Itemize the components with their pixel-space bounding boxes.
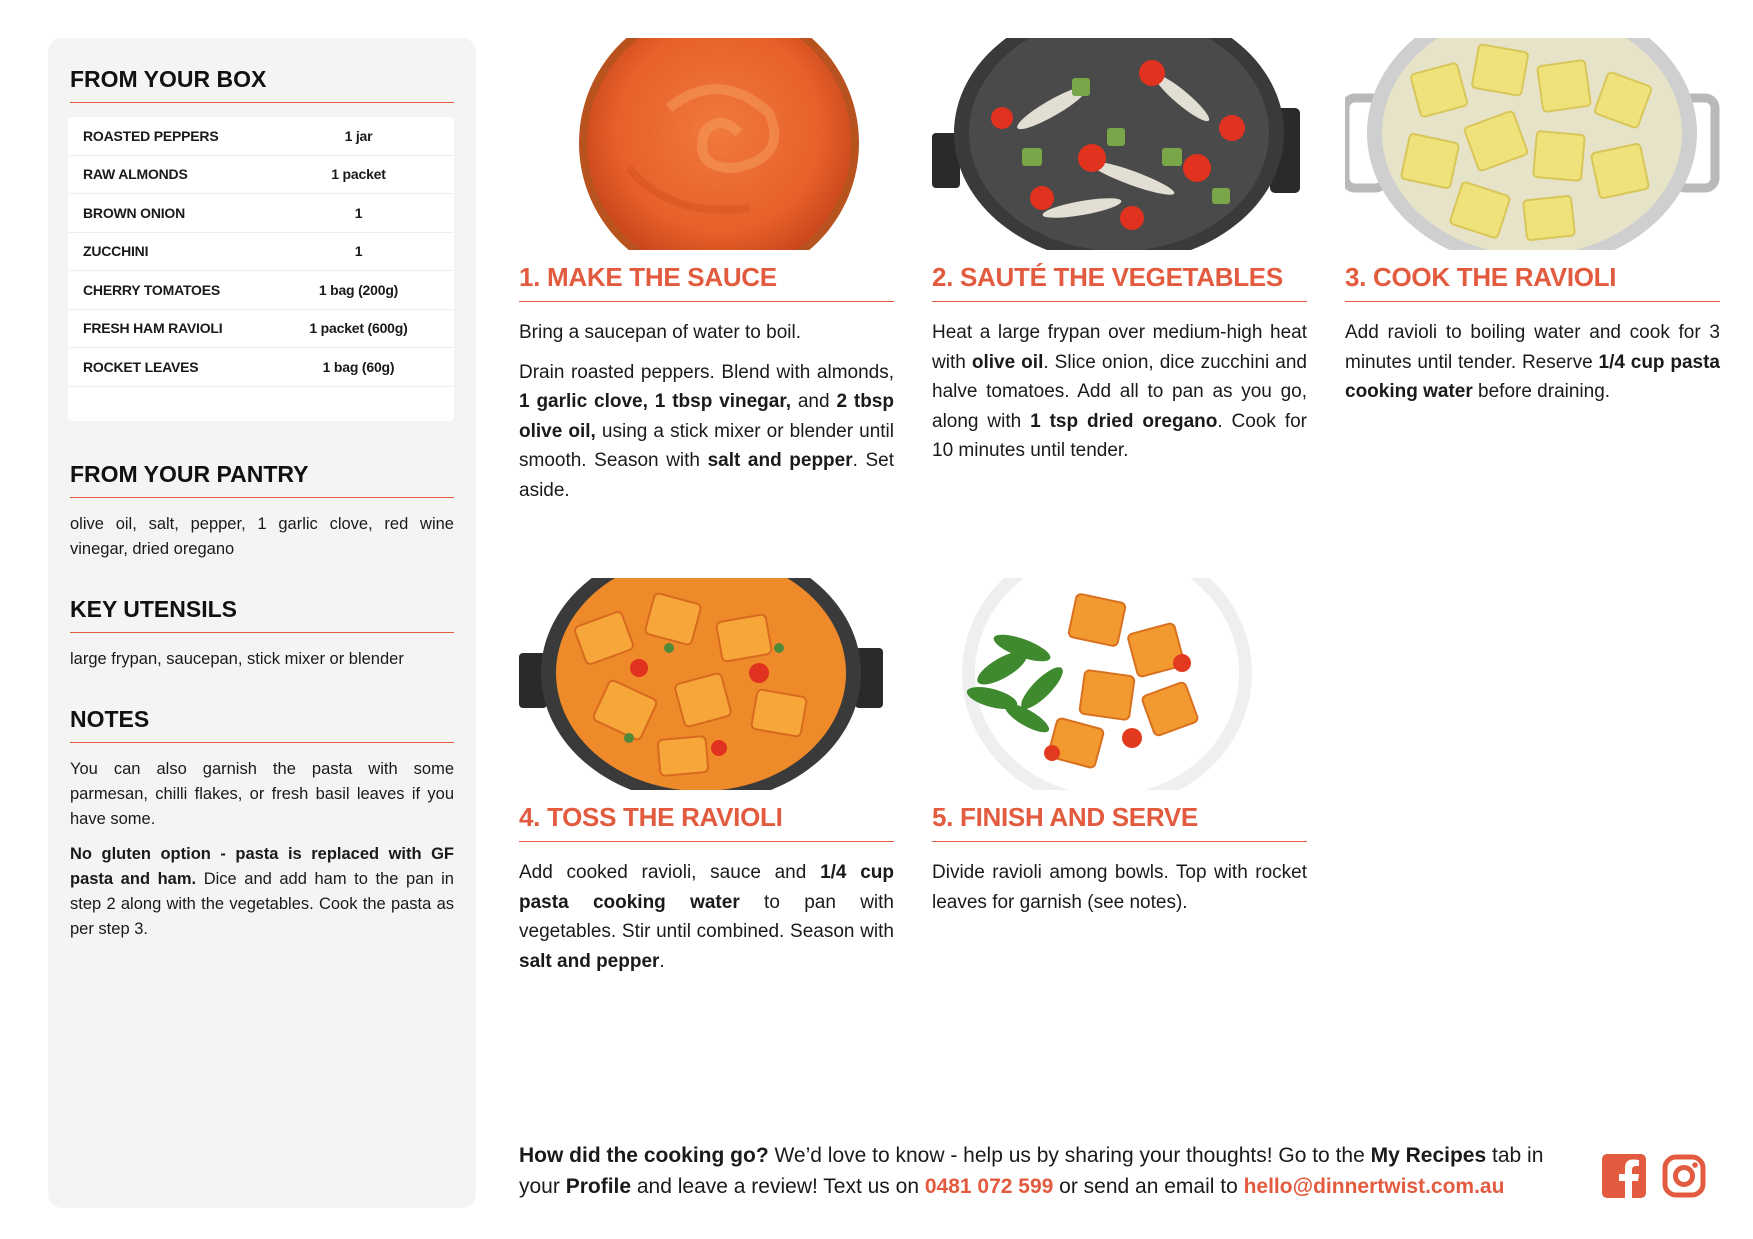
step-2-text [932, 318, 1307, 466]
notes-paragraph: You can also garnish the pasta with some parmesan, chilli flakes, or fresh basil leaves if you have some. [70, 759, 454, 828]
text-run: Add cooked ravioli, sauce and [519, 862, 821, 883]
utensils-text: large frypan, saucepan, stick mixer or blender [70, 649, 404, 668]
no-gluten-bold: No gluten option - pasta is replaced with GF pasta and ham. [70, 844, 454, 888]
step-1-line1: Bring a saucepan of water to boil. [519, 322, 802, 343]
ingredient-name: BROWN ONION [83, 204, 186, 221]
bold-run: salt and pepper [519, 950, 660, 972]
sauteed-vegetables-image [932, 38, 1307, 250]
profile-label: Profile [565, 1175, 632, 1198]
step-2 [932, 38, 1307, 466]
plated-ravioli-image [932, 578, 1307, 790]
bold-run: 1/4 cup pasta cooking water [1345, 351, 1720, 402]
notes-section [70, 706, 454, 942]
text-run: Heat a large frypan over medium-high heat with [932, 322, 1307, 373]
bold-run: 1 garlic clove, 1 tbsp vinegar, [519, 391, 791, 412]
step-5-title: 5. FINISH AND SERVE [932, 802, 1307, 842]
pantry-section [70, 461, 454, 562]
step-3 [1345, 38, 1720, 407]
sidebar-panel [48, 38, 476, 1208]
ingredient-qty: 1 bag (60g) [322, 358, 395, 375]
bold-run: 1 tsp dried oregano [1030, 410, 1218, 432]
from-your-pantry-heading: FROM YOUR PANTRY [70, 461, 454, 498]
ingredient-qty: 1 jar [344, 127, 373, 144]
roasted-pepper-sauce-image [519, 38, 894, 250]
bold-run: olive oil [971, 351, 1044, 373]
no-gluten-paragraph [70, 842, 454, 942]
text-run: before draining. [1472, 381, 1611, 402]
bold-run: 2 tbsp olive oil, [519, 391, 894, 442]
text-run: . Set aside. [519, 450, 895, 501]
text-run: using a stick mixer or blender until smooth. Season with [519, 420, 894, 471]
text-run: Drain roasted peppers. Blend with almonds, [519, 361, 894, 383]
ingredient-qty: 1 [354, 204, 363, 221]
email-link[interactable]: hello@dinnertwist.com.au [1243, 1175, 1505, 1198]
tossed-ravioli-image [519, 578, 894, 790]
text-run: and leave a review! Text us on [631, 1175, 925, 1198]
boiling-ravioli-image [1345, 38, 1720, 250]
footer-question: How did the cooking go? [519, 1144, 769, 1167]
utensils-section [70, 596, 454, 672]
feedback-footer [519, 1140, 1579, 1202]
text-run: and [790, 391, 837, 412]
text-run: or send an email to [1053, 1175, 1244, 1198]
ingredient-name: ROCKET LEAVES [83, 358, 199, 375]
ingredient-qty: 1 [354, 243, 363, 260]
table-row [68, 156, 454, 195]
step-1 [519, 38, 894, 505]
from-your-box-heading: FROM YOUR BOX [70, 66, 454, 103]
table-row [68, 194, 454, 233]
step-5 [932, 578, 1307, 917]
step-4-text [519, 858, 894, 976]
text-run: Add ravioli to boiling water and cook for 3 minutes until tender. Reserve [1345, 322, 1720, 373]
bold-run: salt and pepper [707, 450, 853, 471]
table-row [68, 348, 454, 387]
ingredient-table [68, 117, 454, 421]
ingredient-qty: 1 packet (600g) [309, 320, 408, 337]
ingredient-name: ROASTED PEPPERS [83, 127, 219, 144]
step-4-title: 4. TOSS THE RAVIOLI [519, 802, 894, 842]
step-3-text [1345, 318, 1720, 407]
facebook-icon[interactable] [1602, 1154, 1646, 1198]
step-1-title: 1. MAKE THE SAUCE [519, 262, 894, 302]
ingredient-name: ZUCCHINI [83, 243, 149, 260]
ingredient-name: CHERRY TOMATOES [83, 281, 221, 298]
table-row [68, 310, 454, 349]
no-gluten-rest: Dice and add ham to the pan in step 2 along with the vegetables. Cook the pasta as per step 3. [70, 869, 454, 938]
instagram-icon[interactable] [1662, 1154, 1706, 1198]
step-5-text: Divide ravioli among bowls. Top with rocket leaves for garnish (see notes). [932, 862, 1307, 913]
table-row [68, 233, 454, 272]
bold-run: 1/4 cup pasta cooking water [519, 862, 894, 913]
table-row [68, 271, 454, 310]
table-row [68, 117, 454, 156]
text-run: We’d love to know - help us by sharing your thoughts! Go to the [768, 1144, 1371, 1167]
key-utensils-heading: KEY UTENSILS [70, 596, 454, 633]
ingredient-name: FRESH HAM RAVIOLI [83, 320, 223, 337]
pantry-text: olive oil, salt, pepper, 1 garlic clove, red wine vinegar, dried oregano [70, 514, 454, 558]
ingredient-qty: 1 packet [331, 166, 386, 183]
step-4 [519, 578, 894, 976]
text-run: tab in your [519, 1144, 1544, 1198]
text-run: . Cook for 10 minutes until tender. [932, 410, 1308, 461]
step-3-title: 3. COOK THE RAVIOLI [1345, 262, 1720, 302]
text-run: . Slice onion, dice zucchini and halve tomatoes. Add all to pan as you go, along with [932, 351, 1307, 432]
text-run: . [659, 950, 665, 972]
ingredient-qty: 1 bag (200g) [318, 281, 399, 298]
text-run: to pan with vegetables. Stir until combined. Season with [519, 891, 894, 942]
step-2-title: 2. SAUTÉ THE VEGETABLES [932, 262, 1307, 302]
notes-heading: NOTES [70, 706, 454, 743]
step-1-line2 [519, 358, 894, 506]
ingredient-name: RAW ALMONDS [83, 166, 188, 183]
social-links [1602, 1154, 1706, 1198]
phone-number[interactable]: 0481 072 599 [924, 1175, 1054, 1198]
my-recipes-label: My Recipes [1370, 1144, 1487, 1167]
